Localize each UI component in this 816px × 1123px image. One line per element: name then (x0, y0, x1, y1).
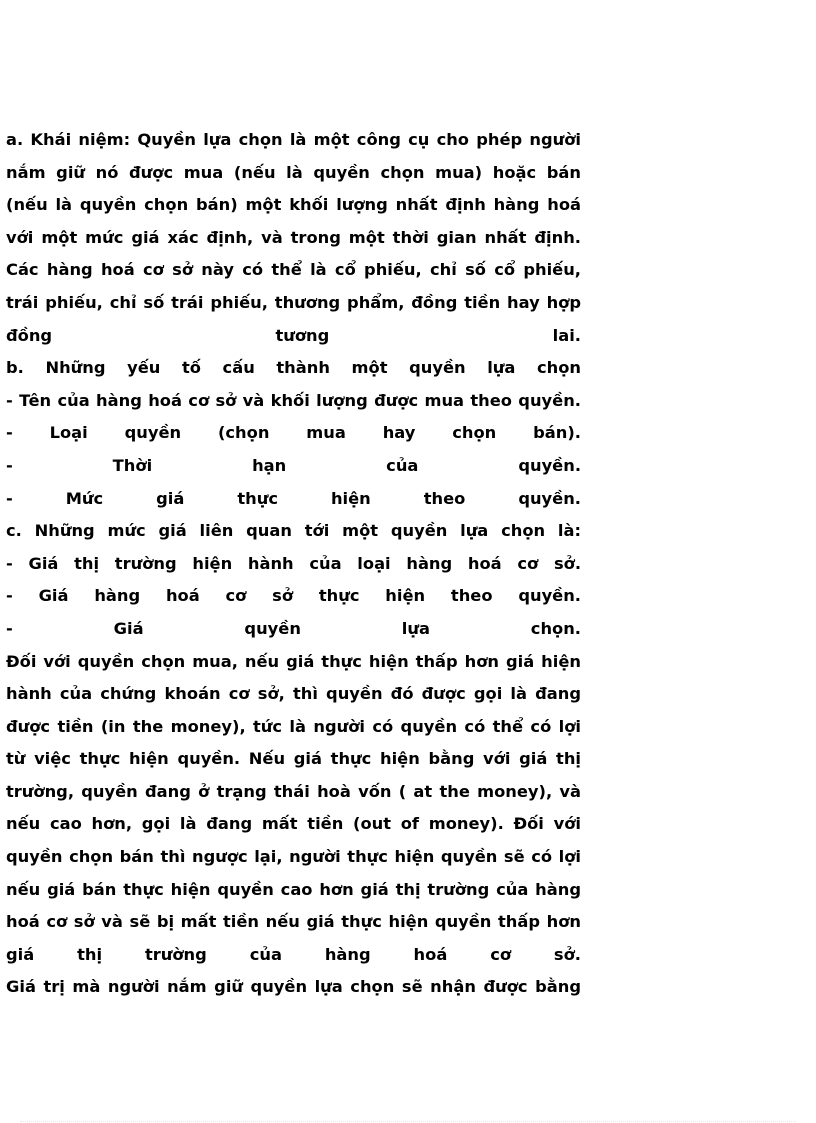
text-line: - Giá hàng hoá cơ sở thực hiện theo quyền. (6, 586, 581, 606)
text-line: b. Những yếu tố cấu thành một quyền lựa chọn (6, 358, 581, 378)
text-line: - Giá thị trường hiện hành của loại hàng hoá cơ sở. (6, 553, 581, 573)
text-line: Giá trị mà người nắm giữ quyền lựa chọn sẽ nhận được bằng (6, 977, 581, 997)
text-line: - Mức giá thực hiện theo quyền. (6, 488, 581, 508)
text-line: nắm giữ nó được mua (nếu là quyền chọn mua) hoặc bán (6, 162, 581, 182)
text-line: hoá cơ sở và sẽ bị mất tiền nếu giá thực hiện quyền thấp hơn (6, 912, 581, 932)
text-line: c. Những mức giá liên quan tới một quyền lựa chọn là: (6, 521, 581, 541)
text-line: đồng tương lai. (6, 325, 581, 345)
text-line: trái phiếu, chỉ số trái phiếu, thương phẩm, đồng tiền hay hợp (6, 292, 581, 312)
text-line: - Loại quyền (chọn mua hay chọn bán). (6, 423, 581, 443)
text-line: hành của chứng khoán cơ sở, thì quyền đó được gọi là đang (6, 684, 581, 704)
text-line: - Tên của hàng hoá cơ sở và khối lượng được mua theo quyền. (6, 390, 581, 410)
text-line: - Thời hạn của quyền. (6, 455, 581, 475)
text-line: từ việc thực hiện quyền. Nếu giá thực hiện bằng với giá thị (6, 749, 581, 769)
document-body (6, 124, 581, 1004)
text-line: Các hàng hoá cơ sở này có thể là cổ phiếu, chỉ số cổ phiếu, (6, 260, 581, 280)
text-line: giá thị trường của hàng hoá cơ sở. (6, 944, 581, 964)
text-line: Đối với quyền chọn mua, nếu giá thực hiện thấp hơn giá hiện (6, 651, 581, 671)
text-line: nếu cao hơn, gọi là đang mất tiền (out of money). Đối với (6, 814, 581, 834)
text-line: trường, quyền đang ở trạng thái hoà vốn ( at the money), và (6, 781, 581, 801)
text-line: với một mức giá xác định, và trong một thời gian nhất định. (6, 227, 581, 247)
text-line: quyền chọn bán thì ngược lại, người thực hiện quyền sẽ có lợi (6, 847, 581, 867)
text-line: - Giá quyền lựa chọn. (6, 618, 581, 638)
text-line: nếu giá bán thực hiện quyền cao hơn giá thị trường của hàng (6, 879, 581, 899)
text-line: (nếu là quyền chọn bán) một khối lượng nhất định hàng hoá (6, 195, 581, 215)
text-line: được tiền (in the money), tức là người có quyền có thể có lợi (6, 716, 581, 736)
text-line: a. Khái niệm: Quyền lựa chọn là một công cụ cho phép người (6, 130, 581, 149)
